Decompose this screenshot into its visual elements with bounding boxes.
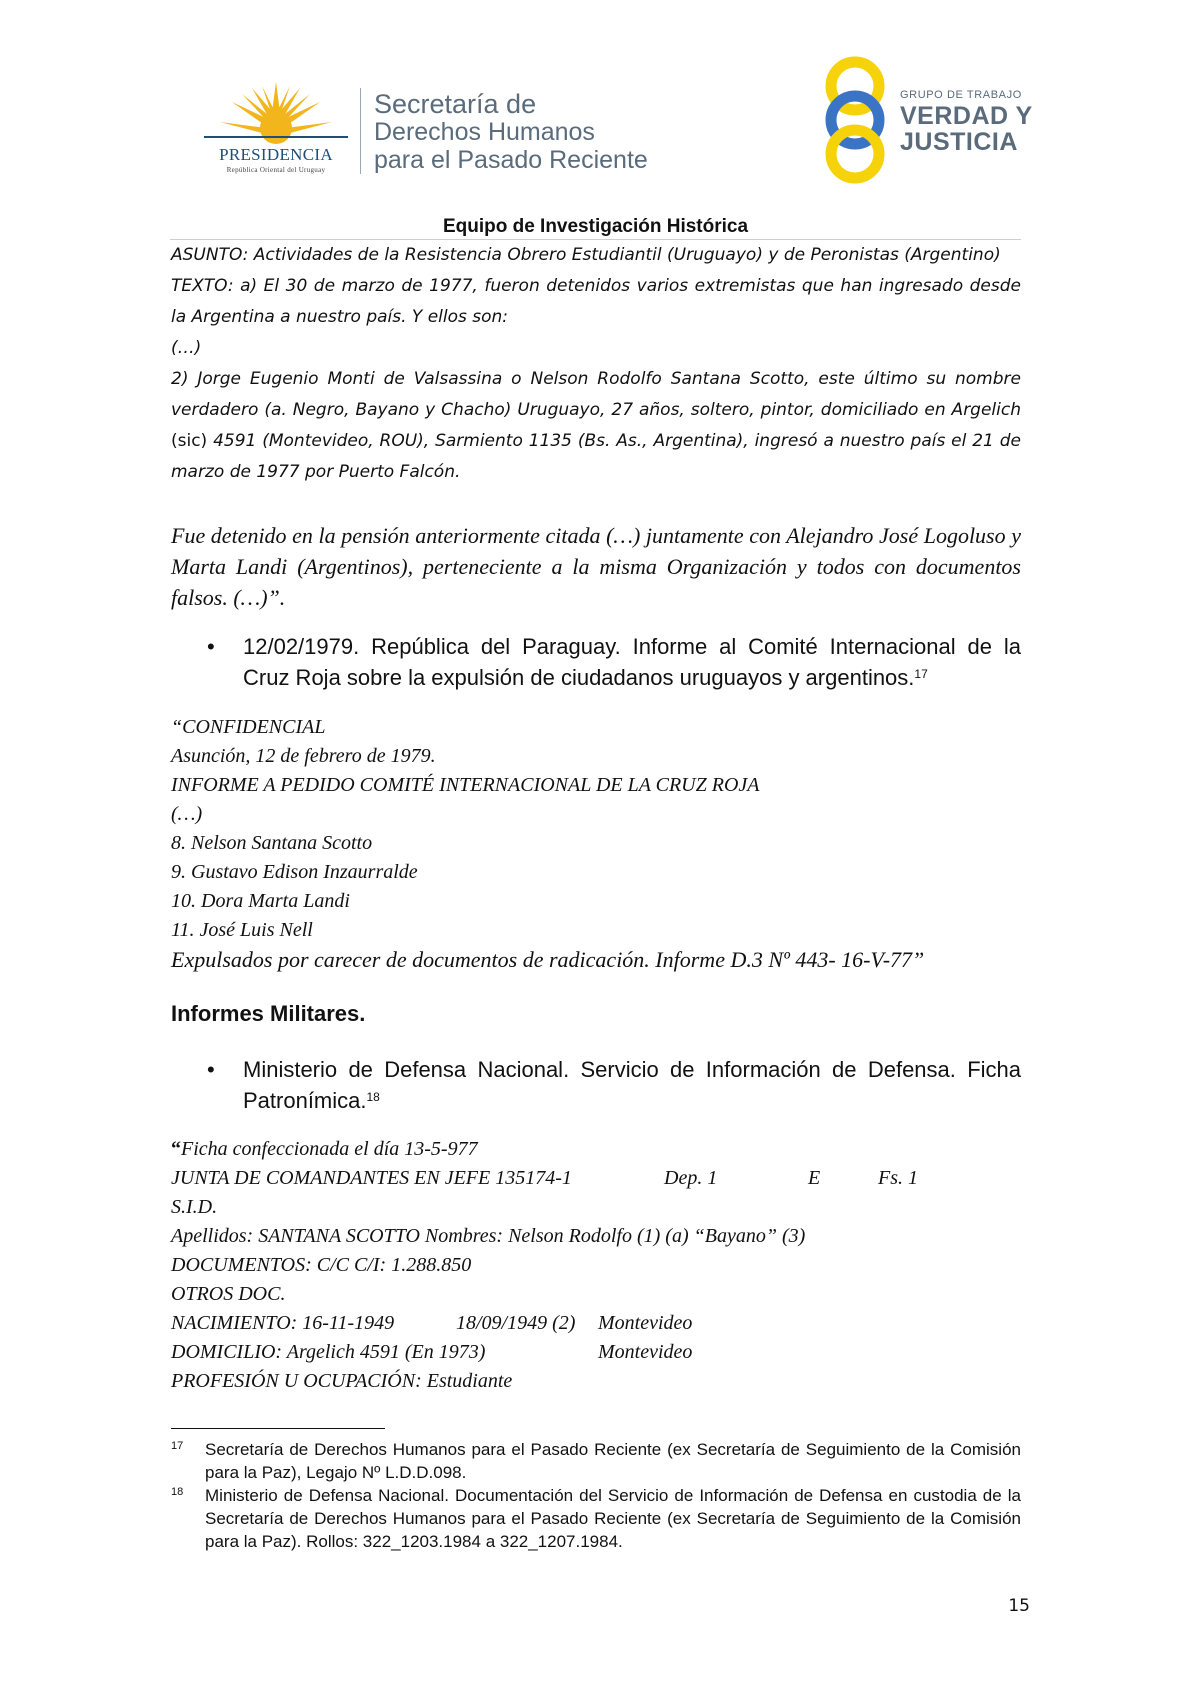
bullet-ministerio-body: Ministerio de Defensa Nacional. Servicio de Información de Defensa. Ficha Patronímica. [243,1057,1021,1113]
profesion-text: PROFESIÓN U OCUPACIÓN: Estudiante [171,1370,513,1392]
texto-line: TEXTO: a) El 30 de marzo de 1977, fueron detenidos varios extremistas que han ingresado desde la Argentina a nuestro país. Y ellos son: [171,276,1021,327]
nacimiento-ciudad: Montevideo [598,1312,693,1334]
footnote-text: Ministerio de Defensa Nacional. Documentación del Servicio de Información de Defensa en custodia de la Secretaría de Derechos Humanos para el Pasado Reciente (ex Secretaría de Seguimiento de la Comisión para la Paz). Rollos: 322_1203.1984 a 322_1207.1984. [205,1486,1021,1551]
bullet-dot: • [207,1057,215,1082]
confidencial-block [171,713,1021,974]
ficha-block [171,1135,1021,1396]
bullet-ministerio-text [243,1054,1021,1116]
ficha-row [171,1251,1021,1280]
confidencial-line: 11. José Luis Nell [171,919,313,941]
justicia-label: JUSTICIA [900,128,1018,156]
item-2-part-b: 4591 (Montevideo, ROU), Sarmiento 1135 (Bs. As., Argentina), ingresó a nuestro país el 21 de marzo de 1977 por Puerto Falcón. [171,431,1021,482]
expulsados-line: Expulsados por carecer de documentos de radicación. Informe D.3 Nº 443- 16-V-77” [171,947,925,972]
apellidos-text: Apellidos: SANTANA SCOTTO Nombres: Nelson Rodolfo (1) (a) “Bayano” (3) [171,1225,806,1247]
footnote-ref-17[interactable]: 17 [914,667,928,681]
confidencial-line: 9. Gustavo Edison Inzaurralde [171,861,418,883]
ficha-row [171,1135,1021,1164]
ficha-row [171,1280,1021,1309]
junta-text: JUNTA DE COMANDANTES EN JEFE 135174-1 [171,1167,572,1189]
ficha-row [171,1164,1021,1193]
ficha-row [171,1338,1021,1367]
nacimiento-text: NACIMIENTO: 16-11-1949 [171,1312,395,1334]
footnote-ref-18[interactable]: 18 [366,1090,380,1104]
grupo-label: GRUPO DE TRABAJO [900,89,1022,101]
footnote-text: Secretaría de Derechos Humanos para el Pasado Reciente (ex Secretaría de Seguimiento de la Comisión para la Paz), Legajo Nº L.D.D.098. [205,1440,1021,1482]
ficha-line-1: Ficha confeccionada el día 13-5-977 [181,1138,478,1160]
secretaria-line-3: para el Pasado Reciente [374,146,648,174]
confidencial-line: (…) [171,803,203,825]
quote-mark: “ [171,1138,181,1160]
header-divider [360,88,361,174]
asunto-block [171,240,1021,488]
detenido-text: Fue detenido en la pensión anteriormente citada (…) juntamente con Alejandro José Logoluso y Marta Landi (Argentinos), perteneciente a la misma Organización y todos con documentos falsos. (…)”. [171,523,1021,610]
confidencial-line: “CONFIDENCIAL [171,716,326,738]
ficha-row [171,1367,1021,1396]
sid-text: S.I.D. [171,1196,218,1218]
verdad-label: VERDAD Y [900,102,1033,130]
footnote-number: 18 [171,1486,184,1498]
bullet-dot: • [207,634,215,659]
otros-doc-text: OTROS DOC. [171,1283,286,1305]
equipo-title: Equipo de Investigación Histórica [442,216,749,237]
footnote-18 [171,1484,1021,1554]
ficha-row [171,1193,1021,1222]
confidencial-line: 8. Nelson Santana Scotto [171,832,373,854]
bullet-paraguay-body: 12/02/1979. República del Paraguay. Informe al Comité Internacional de la Cruz Roja sobre la expulsión de ciudadanos uruguayos y argentinos. [243,634,1021,690]
footnote-17 [171,1438,1021,1484]
item-2-part-a: 2) Jorge Eugenio Monti de Valsassina o Nelson Rodolfo Santana Scotto, este último su nombre verdadero (a. Negro, Bayano y Chacho) Uruguayo, 27 años, soltero, pintor, domiciliado en Argelich [171,369,1021,420]
e-text: E [808,1167,821,1189]
secretaria-line-1: Secretaría de [374,89,537,119]
secretaria-line-2: Derechos Humanos [374,118,595,146]
documentos-text: DOCUMENTOS: C/C C/I: 1.288.850 [171,1254,472,1276]
ficha-quote [171,1135,478,1164]
presidencia-label: PRESIDENCIA [219,145,333,164]
confidencial-line: Asunción, 12 de febrero de 1979. [171,745,436,767]
footnote-number: 17 [171,1440,184,1452]
rings-icon [820,56,890,184]
domicilio-ciudad: Montevideo [598,1341,693,1363]
detenido-paragraph [171,520,1021,613]
section-title: Informes Militares. [171,1001,366,1026]
footnote-rule [171,1428,385,1429]
presidencia-logo [196,78,356,178]
secretaria-logo-text [374,90,648,174]
sic-note: (sic) [171,431,208,451]
page-number: 15 [1008,1596,1030,1616]
confidencial-line: 10. Dora Marta Landi [171,890,350,912]
domicilio-text: DOMICILIO: Argelich 4591 (En 1973) [171,1341,486,1363]
nacimiento-2-text: 18/09/1949 (2) [456,1312,576,1334]
ellipsis-line: (…) [171,338,202,358]
confidencial-line: INFORME A PEDIDO COMITÉ INTERNACIONAL DE LA CRUZ ROJA [171,774,760,796]
fs-text: Fs. 1 [878,1167,918,1189]
ficha-row [171,1309,1021,1338]
verdad-justicia-logo [820,56,1033,184]
sun-icon [196,78,356,148]
asunto-line: ASUNTO: Actividades de la Resistencia Obrero Estudiantil (Uruguayo) y de Peronistas (Argentino) [171,245,1001,265]
presidencia-subtitle: República Oriental del Uruguay [226,166,326,174]
item-2-paragraph [171,364,1021,488]
bullet-paraguay-text [243,631,1021,693]
dep-text: Dep. 1 [664,1167,718,1189]
ficha-row [171,1222,1021,1251]
